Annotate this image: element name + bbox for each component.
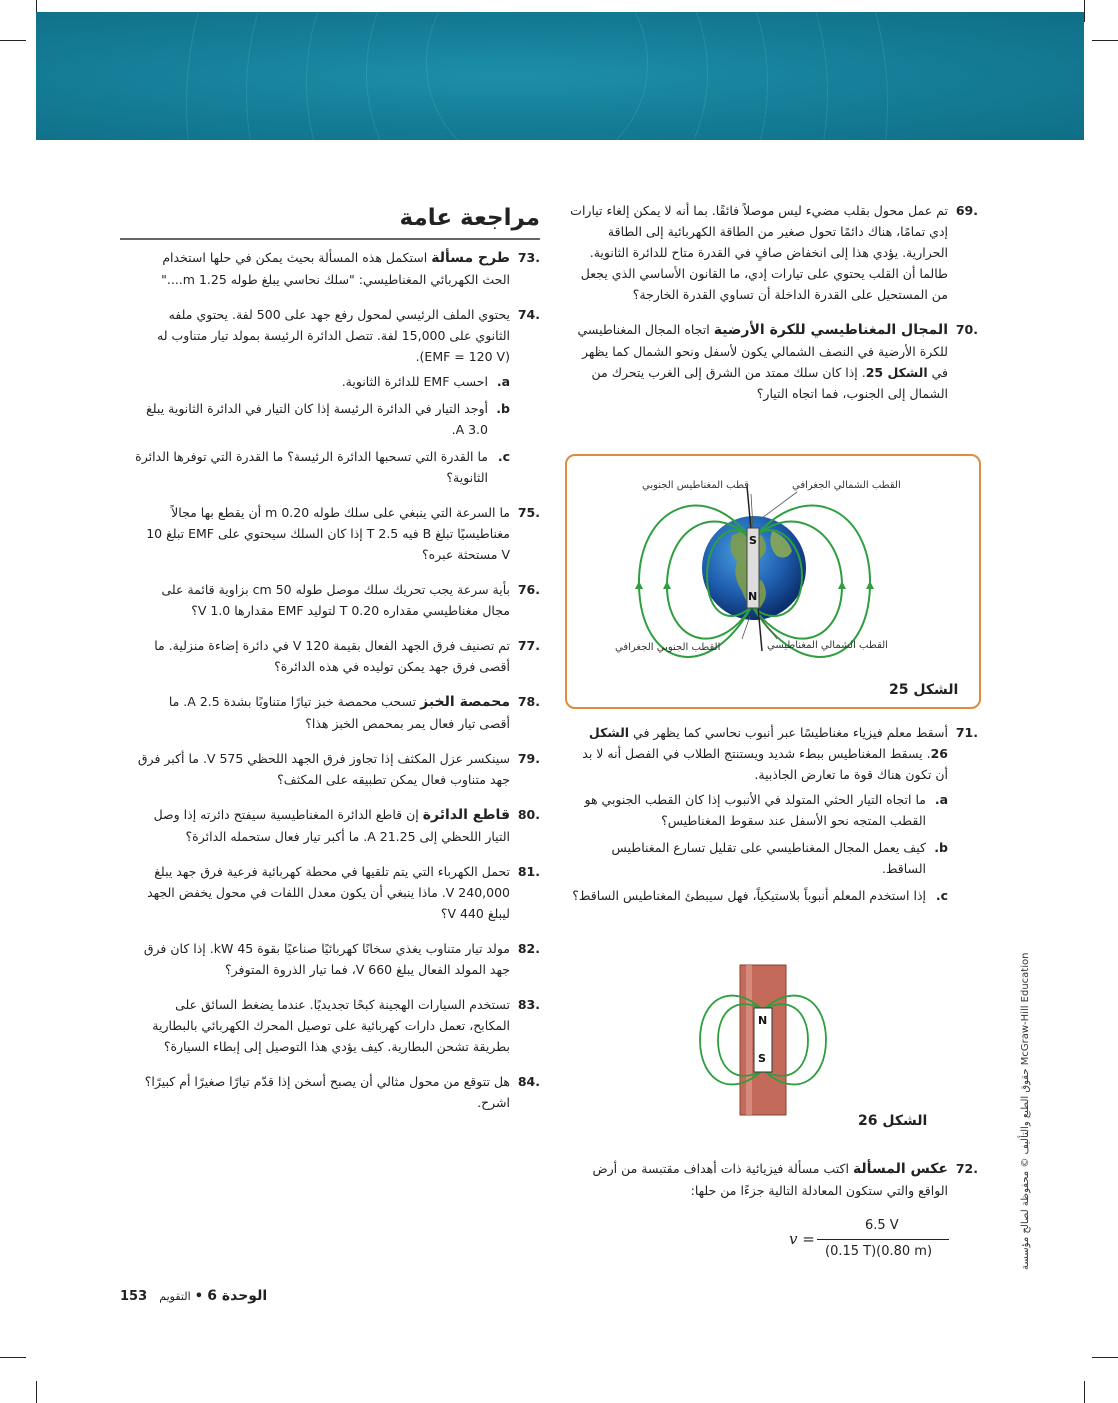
crop-mark — [36, 1381, 37, 1403]
question-71-c — [570, 885, 948, 906]
sub-text: احسب EMF للدائرة الثانوية. — [341, 374, 488, 389]
question-81 — [135, 861, 540, 924]
question-78 — [135, 691, 540, 734]
question-text: اكتب مسألة فيزيائية ذات أهداف مقتبسة من أرض الواقع والتي ستكون المعادلة التالية جزءًا من حلها: — [592, 1161, 948, 1198]
footer-unit: الوحدة 6 — [207, 1288, 268, 1304]
question-number: 84. — [517, 1074, 540, 1089]
crop-mark — [0, 1357, 26, 1358]
question-number: 73. — [517, 250, 540, 265]
sub-label: b. — [496, 401, 510, 416]
field-arrow — [663, 581, 671, 589]
question-72-block — [570, 1158, 978, 1215]
crop-mark — [1092, 40, 1118, 41]
question-74-a — [135, 371, 510, 392]
question-number: 81. — [517, 864, 540, 879]
sub-text: كيف يعمل المجال المغناطيسي على تقليل تسارع المغناطيس الساقط. — [611, 840, 926, 876]
copyright-sidebar — [1010, 930, 1040, 1280]
header-banner — [36, 12, 1084, 140]
figure-reference: الشكل 25 — [865, 365, 928, 380]
question-69 — [570, 200, 978, 305]
magnet-pole-n: N — [748, 590, 758, 603]
question-number: 82. — [517, 941, 540, 956]
section-title: مراجعة عامة — [399, 205, 540, 231]
sub-text: ما اتجاه التيار الحثي المتولد في الأنبوب إذا كان القطب الجنوبي هو القطب المتجه نحو الأسفل عند سقوط المغناطيس؟ — [584, 792, 926, 828]
question-71-a — [570, 789, 948, 831]
question-number: 74. — [517, 307, 540, 322]
question-83 — [135, 994, 540, 1057]
question-text: مولد تيار متناوب يغذي سخانًا كهربائيًا صناعيًا بقوة 45 kW. إذا كان فرق جهد المولد الفعال يبلغ 660 V، فما تيار الذروة المتوفر؟ — [143, 941, 510, 977]
magnet-pole-s: S — [758, 1052, 766, 1065]
question-text: استكمل هذه المسألة بحيث يمكن في حلها استخدام الحث الكهربائي المغناطيسي: "سلك نحاسي يبلغ طوله 1.25 m...." — [161, 250, 510, 287]
magnet-pole-s: S — [749, 534, 757, 547]
sub-label: c. — [935, 888, 948, 903]
leader-line — [762, 492, 797, 518]
question-text: تحمل الكهرباء التي يتم تلقيها في محطة كهربائية فرعية فرق جهد يبلغ 240,000 V. ماذا ينبغي أن يكون معدل اللفات في محول يخفض الجهد ليبلغ 440 V؟ — [147, 864, 510, 921]
sub-label: c. — [497, 449, 510, 464]
question-71-b — [570, 837, 948, 879]
question-text: يحتوي الملف الرئيسي لمحول رفع جهد على 500 لفة. يحتوي ملفه الثانوي على 15,000 لفة. تتصل الدائرة الرئيسة بمولد تيار متناوب له (EMF = 120 V). — [157, 307, 510, 364]
figure-25 — [565, 454, 981, 709]
equation-lhs: v = — [789, 1230, 815, 1248]
question-77 — [135, 635, 540, 677]
crop-mark — [1084, 1381, 1085, 1403]
question-79 — [135, 748, 540, 790]
question-text: تم عمل محول بقلب مضيء ليس موصلاً فائقًا. بما أنه لا يمكن إلغاء تيارات إدي تمامًا، هناك دائمًا تحول صغير من الطاقة الكهربائية إلى الطاقة الحرارية. يؤدي هذا إلى انخفاض صافٍ في القدرة متاح للدائرة الثانوية. طالما أن القلب يحتوي على تيارات إدي، ما القانون الأساسي الذي يجعل من المستحيل على القدرة الداخلة أن تساوي القدرة الخارجة؟ — [570, 203, 948, 302]
question-71-block — [570, 722, 978, 912]
footer-section: التقويم — [159, 1290, 191, 1303]
question-number: 72. — [955, 1161, 978, 1176]
figure-reference: الشكل 26 — [588, 725, 948, 761]
question-text: اتجاه المجال المغناطيسي للكرة الأرضية في النصف الشمالي يكون لأسفل ونحو الشمال كما يظهر في — [577, 322, 948, 380]
section-rule — [120, 238, 540, 240]
figure-26 — [690, 960, 850, 1120]
crop-mark — [1092, 1357, 1118, 1358]
figure-26-caption: الشكل 26 — [858, 1113, 928, 1129]
question-text: بأية سرعة يجب تحريك سلك موصل طوله 50 cm بزاوية قائمة على مجال مغناطيسي مقداره 0.20 T لتوليد EMF مقدارها 1.0 V؟ — [161, 582, 510, 618]
sub-text: أوجد التيار في الدائرة الرئيسة إذا كان التيار في الدائرة الثانوية يبلغ 3.0 A. — [146, 401, 488, 437]
question-keyword: محمصة الخبز — [420, 694, 510, 710]
page-footer — [120, 1288, 267, 1304]
question-text: . إذا كان سلك ممتد من الشرق إلى الغرب يتحرك من الشمال إلى الجنوب، فما اتجاه التيار؟ — [591, 365, 948, 401]
question-number: 71. — [955, 725, 978, 740]
question-keyword: قاطع الدائرة — [422, 807, 510, 823]
label-north-geographic-pole: القطب الشمالي الجغرافي — [792, 480, 901, 491]
equation-denominator: (0.15 T)(0.80 m) — [825, 1244, 933, 1259]
label-south-magnetic-pole: قطب المغناطيس الجنوبي — [642, 480, 749, 491]
sub-label: a. — [934, 792, 948, 807]
question-text: أسقط معلم فيزياء مغناطيسًا عبر أنبوب نحاسي كما يظهر في — [629, 725, 948, 740]
page-number: 153 — [120, 1289, 148, 1304]
pipe-highlight — [746, 965, 752, 1115]
question-76 — [135, 579, 540, 621]
question-82 — [135, 938, 540, 980]
question-number: 80. — [517, 807, 540, 822]
fraction-bar — [817, 1239, 949, 1240]
question-74-c — [135, 446, 510, 488]
question-80 — [135, 804, 540, 847]
question-number: 79. — [517, 751, 540, 766]
question-text: هل تتوقع من محول مثالي أن يصبح أسخن إذا قدّم تيارًا صغيرًا أم كبيرًا؟ اشرح. — [144, 1074, 510, 1110]
question-text: . يسقط المغناطيس ببطء شديد ويستنتج الطلاب في الفصل أنه لا بد أن تكون هناك قوة ما تعارض الجاذبية. — [582, 746, 948, 782]
sub-label: b. — [934, 840, 948, 855]
crop-mark — [0, 40, 26, 41]
question-74 — [135, 304, 540, 367]
question-keyword: عكس المسألة — [852, 1161, 948, 1177]
footer-bullet: • — [194, 1289, 204, 1304]
sub-text: إذا استخدم المعلم أنبوباً بلاستيكياً، فهل سيبطئ المغناطيس الساقط؟ — [572, 888, 926, 903]
question-84 — [135, 1071, 540, 1113]
field-arrow — [635, 581, 643, 589]
question-71 — [570, 722, 978, 785]
question-72 — [570, 1158, 978, 1201]
question-keyword: المجال المغناطيسي للكرة الأرضية — [713, 322, 948, 338]
label-north-magnetic-pole: القطب الشمالي المغناطيسي — [767, 640, 888, 651]
crop-mark — [1084, 0, 1085, 22]
question-number: 69. — [955, 203, 978, 218]
right-column — [570, 200, 978, 418]
question-text: تستخدم السيارات الهجينة كبحًا تجديديًا. عندما يضغط السائق على المكابح، تعمل دارات كهربائية على توصيل المحرك الكهربائي بالبطارية بطريقة تشحن البطارية. كيف يؤدي هذا التوصيل إلى إبطاء السيارة؟ — [152, 997, 510, 1054]
copyright-text: حقوق الطبع والتأليف © محفوظة لصالح مؤسسة McGraw-Hill Education — [1020, 952, 1031, 1270]
equation — [785, 1218, 950, 1268]
question-text: إن قاطع الدائرة المغناطيسية سيفتح دائرته إذا وصل التيار اللحظي إلى 21.25 A. ما أكبر تيار فعال ستحمله الدائرة؟ — [153, 807, 510, 844]
question-keyword: طرح مسألة — [431, 250, 510, 266]
question-number: 70. — [955, 322, 978, 337]
question-text: تم تصنيف فرق الجهد الفعال بقيمة 120 V في دائرة إضاءة منزلية. ما أقصى فرق جهد يمكن توليده في هذه الدائرة؟ — [154, 638, 510, 674]
question-text: سينكسر عزل المكثف إذا تجاوز فرق الجهد اللحظي 575 V. ما أكبر فرق جهد متناوب فعال يمكن تطبيقه على المكثف؟ — [137, 751, 510, 787]
sub-text: ما القدرة التي تسحبها الدائرة الرئيسة؟ ما القدرة التي توفرها الدائرة الثانوية؟ — [135, 449, 488, 485]
question-75 — [135, 502, 540, 565]
question-73 — [135, 247, 540, 290]
figure-25-caption: الشكل 25 — [889, 682, 959, 698]
question-74-b — [135, 398, 510, 440]
earth-field-diagram — [567, 456, 979, 707]
equation-numerator: 6.5 V — [865, 1218, 899, 1233]
question-number: 83. — [517, 997, 540, 1012]
question-text: تسحب محمصة خبز تيارًا متناوبًا بشدة 2.5 A. ما أقصى تيار فعال يمر بمحمص الخبز هذا؟ — [168, 694, 510, 731]
label-south-geographic-pole: القطب الجنوبي الجغرافي — [615, 642, 721, 653]
field-arrow — [866, 581, 874, 589]
sub-label: a. — [496, 374, 510, 389]
field-arrow — [838, 581, 846, 589]
question-number: 75. — [517, 505, 540, 520]
left-column — [135, 247, 540, 1127]
question-70 — [570, 319, 978, 404]
question-text: ما السرعة التي ينبغي على سلك طوله 0.20 m أن يقطع بها مجالاً مغناطيسيًا تبلغ B فيه 2.5 T إذا كان السلك سيحتوي على EMF تبلغ 10 V مستحثة عبره؟ — [146, 505, 510, 562]
question-number: 77. — [517, 638, 540, 653]
magnet-pole-n: N — [758, 1014, 768, 1027]
question-number: 78. — [517, 694, 540, 709]
question-number: 76. — [517, 582, 540, 597]
